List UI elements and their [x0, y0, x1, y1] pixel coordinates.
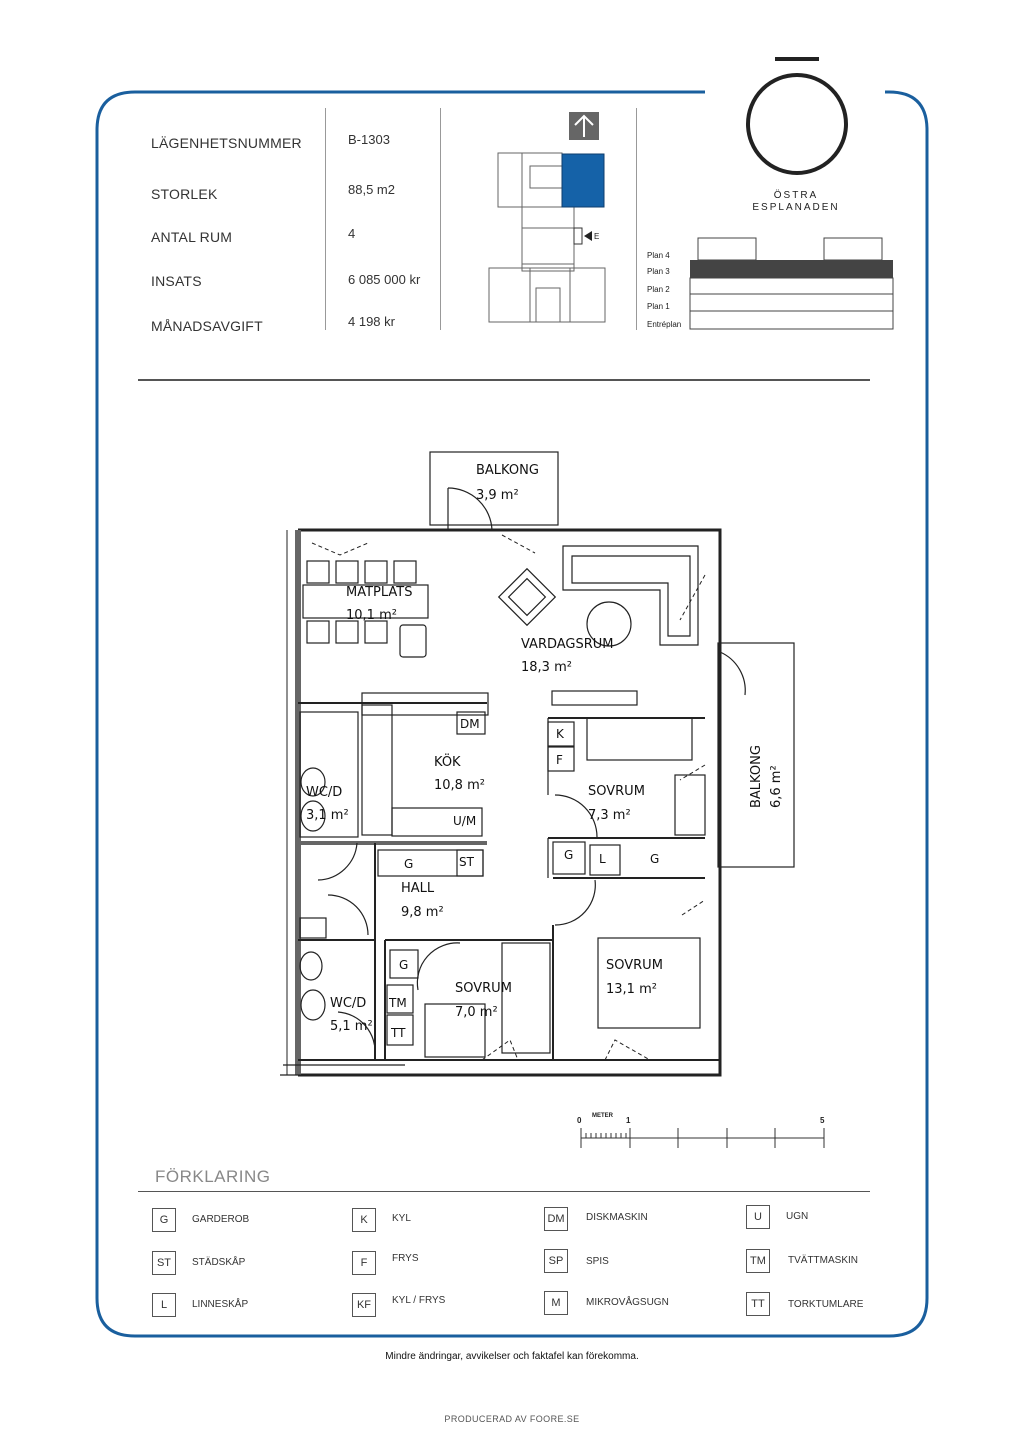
legend-code: TT [746, 1292, 770, 1316]
floor-label: Plan 3 [647, 267, 670, 276]
floor-label: Entréplan [647, 320, 682, 329]
legend-label: GARDEROB [192, 1214, 250, 1225]
room-name: BALKONG [476, 463, 539, 478]
fixture-mark: G [399, 958, 409, 972]
section-separator [138, 379, 870, 381]
fixture-mark: F [556, 753, 563, 767]
room-name: HALL [401, 881, 435, 896]
floor-label: Plan 2 [647, 285, 670, 294]
info-value-apartment: B-1303 [348, 132, 390, 147]
entrance-label: E [594, 232, 600, 241]
legend-code: K [352, 1208, 376, 1232]
key-plan [480, 108, 630, 330]
column-divider [325, 108, 326, 330]
legend-label: KYL [392, 1213, 411, 1224]
legend-label: TORKTUMLARE [788, 1299, 864, 1310]
legend-code: SP [544, 1249, 568, 1273]
apartment-highlight [562, 154, 604, 207]
legend-separator [138, 1191, 870, 1192]
fixture-mark: TT [391, 1026, 406, 1040]
scale-tick-label: 5 [820, 1116, 825, 1125]
fixture-mark: G [564, 848, 574, 862]
fixture-mark: K [556, 727, 564, 741]
fixture-mark: TM [389, 996, 407, 1010]
legend-label: SPIS [586, 1256, 609, 1267]
legend-label: KYL / FRYS [392, 1295, 446, 1306]
fixture-mark: L [599, 852, 606, 866]
legend-code: ST [152, 1251, 176, 1275]
legend-code: KF [352, 1293, 376, 1317]
room-name: VARDAGSRUM [521, 637, 614, 652]
room-area: 5,1 m² [330, 1019, 373, 1034]
producer-credit: PRODUCERAD AV FOORE.SE [444, 1414, 580, 1424]
fixture-mark: U/M [453, 814, 477, 828]
brand-line2: ESPLANADEN [752, 202, 840, 213]
legend-label: TVÄTTMASKIN [788, 1255, 859, 1266]
legend-code: G [152, 1208, 176, 1232]
room-name: BALKONG [749, 745, 764, 808]
info-value-deposit: 6 085 000 kr [348, 272, 421, 287]
info-value-monthly-fee: 4 198 kr [348, 314, 395, 329]
floor-label: Plan 4 [647, 251, 670, 260]
room-area: 9,8 m² [401, 905, 444, 920]
info-label-monthly-fee: MÅNADSAVGIFT [151, 318, 263, 334]
floor-plan [270, 445, 810, 1085]
scale-tick-label: 0 [577, 1116, 582, 1125]
info-label-rooms: ANTAL RUM [151, 229, 233, 245]
legend-code: TM [746, 1249, 770, 1273]
room-area: 7,3 m² [588, 808, 631, 823]
column-divider [440, 108, 441, 330]
info-label-size: STORLEK [151, 186, 218, 202]
room-area: 13,1 m² [606, 982, 657, 997]
scale-bar [570, 1108, 840, 1158]
legend-code: M [544, 1291, 568, 1315]
floor-stack [644, 232, 896, 336]
fixture-mark: G [404, 857, 414, 871]
fixture-mark: G [650, 852, 660, 866]
room-area: 18,3 m² [521, 660, 572, 675]
legend-label: LINNESKÅP [192, 1299, 249, 1310]
north-arrow-icon [569, 112, 599, 140]
room-area: 10,8 m² [434, 778, 485, 793]
logo-icon [740, 52, 854, 182]
room-name: MATPLATS [346, 585, 413, 600]
legend-code: F [352, 1251, 376, 1275]
room-name: WC/D [306, 785, 343, 800]
scale-tick-label: 1 [626, 1116, 631, 1125]
info-label-deposit: INSATS [151, 273, 202, 289]
floor-label: Plan 1 [647, 302, 670, 311]
fixture-mark: ST [459, 855, 474, 869]
info-label-apartment: LÄGENHETSNUMMER [151, 135, 302, 151]
room-area: 7,0 m² [455, 1005, 498, 1020]
fixture-mark: DM [460, 717, 480, 731]
legend-code: L [152, 1293, 176, 1317]
brand-line1: ÖSTRA [773, 190, 819, 201]
room-name: SOVRUM [455, 981, 512, 996]
room-name: SOVRUM [588, 784, 645, 799]
floor-current [690, 260, 893, 278]
legend-label: UGN [786, 1211, 809, 1222]
room-name: KÖK [434, 755, 461, 770]
legend-code: U [746, 1205, 770, 1229]
legend-code: DM [544, 1207, 568, 1231]
room-area: 3,9 m² [476, 488, 519, 503]
room-area: 6,6 m² [769, 765, 784, 808]
room-name: WC/D [330, 996, 367, 1011]
room-area: 3,1 m² [306, 808, 349, 823]
info-value-rooms: 4 [348, 226, 356, 241]
info-value-size: 88,5 m2 [348, 182, 395, 197]
legend-label: STÄDSKÅP [192, 1257, 246, 1268]
entrance-marker [574, 228, 582, 244]
scale-unit: METER [592, 1113, 613, 1119]
legend-title: FÖRKLARING [155, 1167, 271, 1186]
disclaimer: Mindre ändringar, avvikelser och faktafel kan förekomma. [385, 1351, 639, 1362]
legend-label: MIKROVÅGSUGN [586, 1297, 669, 1308]
column-divider [636, 108, 637, 330]
room-area: 10,1 m² [346, 608, 397, 623]
legend-label: DISKMASKIN [586, 1212, 648, 1223]
room-name: SOVRUM [606, 958, 663, 973]
legend-label: FRYS [392, 1253, 419, 1264]
